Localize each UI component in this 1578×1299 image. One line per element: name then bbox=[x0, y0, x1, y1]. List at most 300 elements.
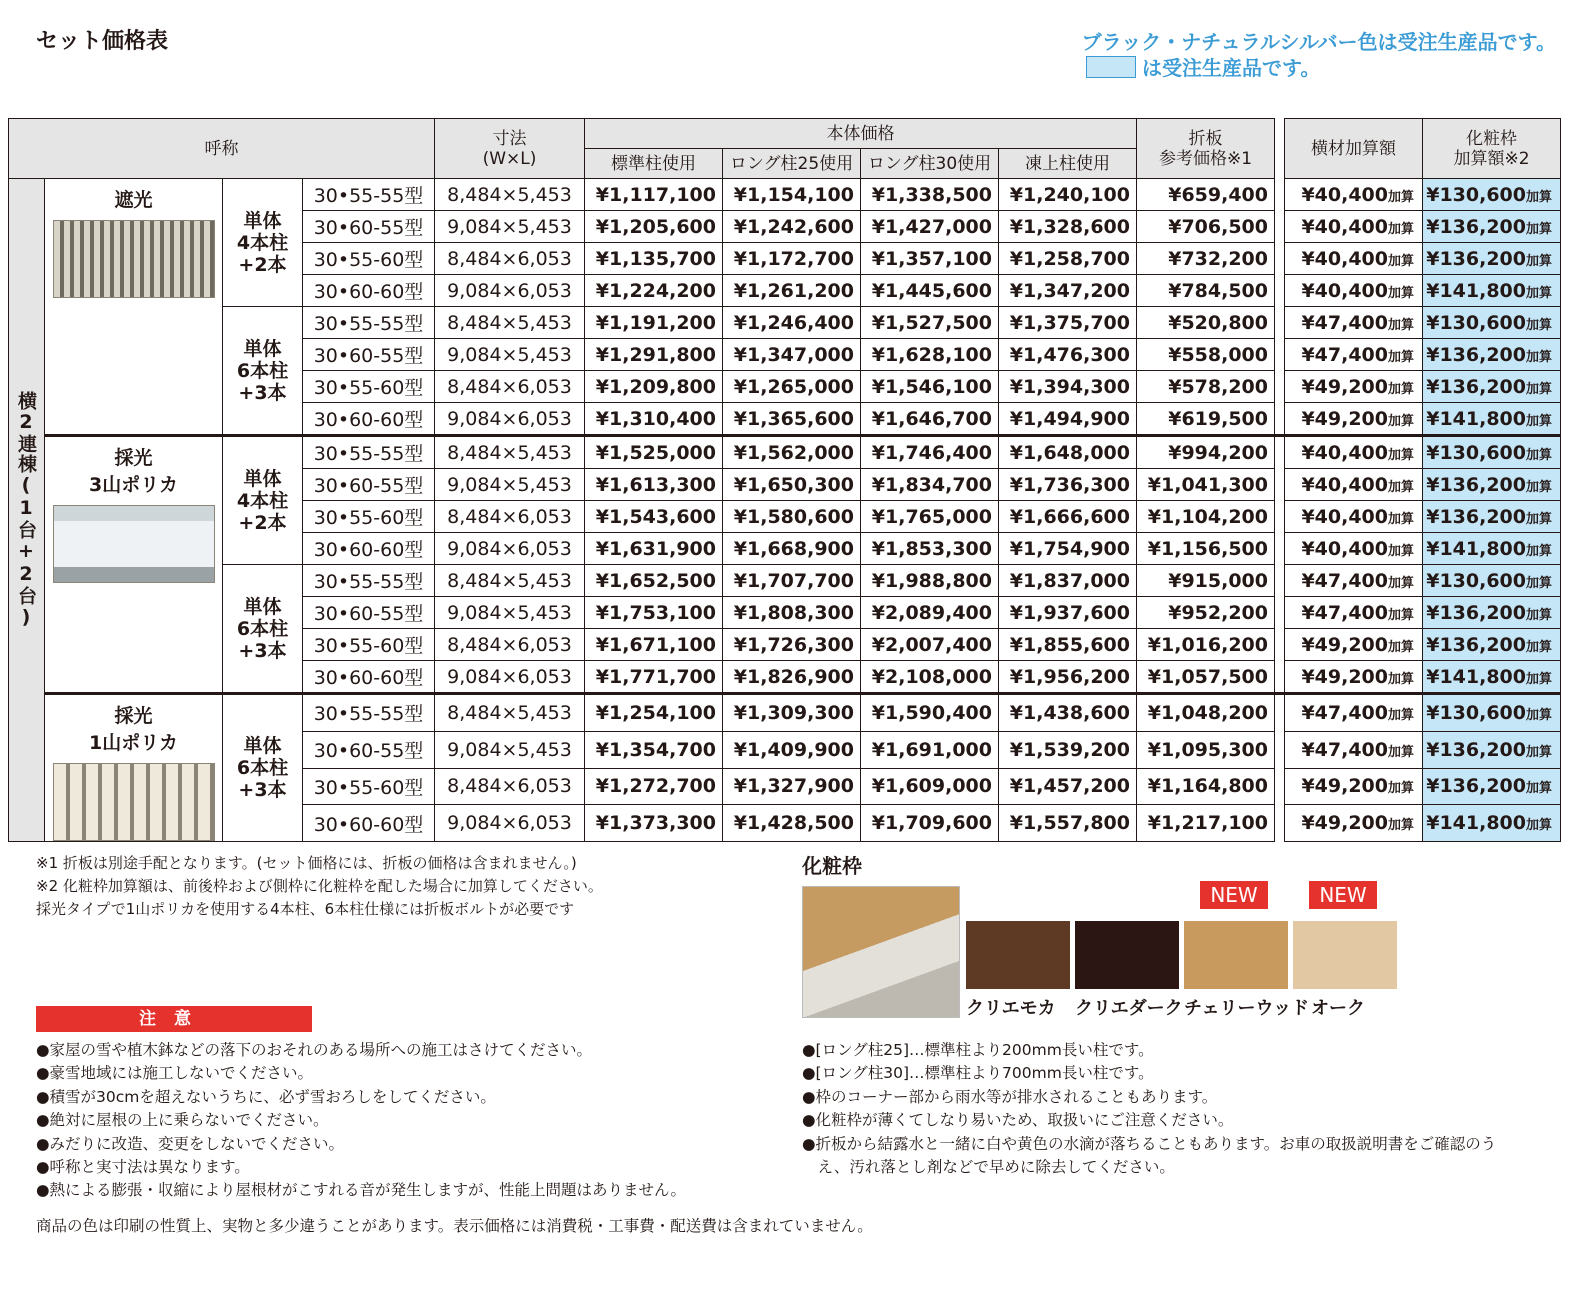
folded-price-cell: ¥1,048,200 bbox=[1137, 694, 1275, 732]
addon-value: ¥47,400 bbox=[1301, 569, 1388, 592]
deco-addon-cell bbox=[1423, 339, 1561, 371]
footnote-1: ※1 折板は別途手配となります。(セット価格には、折板の価格は含まれません。) bbox=[36, 854, 577, 872]
beam-addon-cell bbox=[1285, 339, 1423, 371]
std-price-cell: ¥1,354,700 bbox=[585, 731, 723, 768]
caution-title: 注意 bbox=[36, 1006, 312, 1032]
pillar-label: +2本 bbox=[238, 511, 287, 534]
caution-item: ●絶対に屋根の上に乗らないでください。 bbox=[36, 1111, 329, 1130]
size-cell: 9,084×5,453 bbox=[435, 211, 585, 243]
roof-type bbox=[45, 436, 223, 694]
folded-price-cell: ¥1,016,200 bbox=[1137, 629, 1275, 661]
addon-suffix: 加算 bbox=[1387, 575, 1414, 591]
std-price-cell: ¥1,373,300 bbox=[585, 805, 723, 842]
deco-notes bbox=[802, 1039, 1562, 1179]
model-cell: 30•60-55型 bbox=[303, 597, 435, 629]
folded-price-cell: ¥578,200 bbox=[1137, 371, 1275, 403]
deco-note: ●枠のコーナー部から雨水等が排水されることもあります。 bbox=[802, 1087, 1218, 1106]
addon-value: ¥136,200 bbox=[1426, 375, 1526, 398]
long30-price-cell: ¥1,765,000 bbox=[861, 501, 999, 533]
addon-value: ¥136,200 bbox=[1426, 601, 1526, 624]
made-to-order-legend bbox=[1086, 52, 1320, 81]
std-price-cell: ¥1,135,700 bbox=[585, 243, 723, 275]
new-badge: NEW bbox=[1309, 881, 1377, 909]
folded-price-cell: ¥619,500 bbox=[1137, 403, 1275, 436]
beam-addon-cell bbox=[1285, 629, 1423, 661]
folded-price-cell: ¥659,400 bbox=[1137, 179, 1275, 211]
frost-price-cell: ¥1,648,000 bbox=[999, 436, 1137, 469]
beam-addon-cell bbox=[1285, 371, 1423, 403]
frost-price-cell: ¥1,347,200 bbox=[999, 275, 1137, 307]
size-cell: 8,484×6,053 bbox=[435, 768, 585, 805]
frost-price-cell: ¥1,937,600 bbox=[999, 597, 1137, 629]
deco-addon-cell bbox=[1423, 805, 1561, 842]
color-swatch-label: クリエダーク bbox=[1075, 998, 1183, 1019]
long30-price-cell: ¥1,628,100 bbox=[861, 339, 999, 371]
column-gap bbox=[1275, 243, 1285, 275]
addon-suffix: 加算 bbox=[1387, 189, 1414, 205]
size-cell: 9,084×6,053 bbox=[435, 275, 585, 307]
pillar-label: 単体 bbox=[243, 209, 282, 232]
header-frost: 凍上柱使用 bbox=[999, 149, 1137, 179]
header-body-price: 本体価格 bbox=[585, 119, 1137, 149]
addon-value: ¥141,800 bbox=[1426, 279, 1526, 302]
addon-suffix: 加算 bbox=[1387, 285, 1414, 301]
model-cell: 30•60-60型 bbox=[303, 275, 435, 307]
new-badge: NEW bbox=[1200, 881, 1268, 909]
color-swatch bbox=[966, 921, 1070, 989]
frost-price-cell: ¥1,837,000 bbox=[999, 565, 1137, 597]
long30-price-cell: ¥1,546,100 bbox=[861, 371, 999, 403]
folded-price-cell: ¥1,156,500 bbox=[1137, 533, 1275, 565]
addon-value: ¥141,800 bbox=[1426, 537, 1526, 560]
long25-price-cell: ¥1,650,300 bbox=[723, 469, 861, 501]
addon-suffix: 加算 bbox=[1525, 639, 1552, 655]
addon-value: ¥49,200 bbox=[1301, 812, 1388, 835]
table-row bbox=[9, 436, 1561, 469]
deco-addon-cell bbox=[1423, 768, 1561, 805]
addon-value: ¥136,200 bbox=[1426, 738, 1526, 761]
column-gap bbox=[1275, 211, 1285, 243]
column-gap bbox=[1275, 403, 1285, 436]
model-cell: 30•55-55型 bbox=[303, 179, 435, 211]
std-price-cell: ¥1,771,700 bbox=[585, 661, 723, 694]
color-swatch-label: クリエモカ bbox=[966, 998, 1056, 1019]
frost-price-cell: ¥1,666,600 bbox=[999, 501, 1137, 533]
size-cell: 9,084×5,453 bbox=[435, 731, 585, 768]
long30-price-cell: ¥1,609,000 bbox=[861, 768, 999, 805]
long25-price-cell: ¥1,562,000 bbox=[723, 436, 861, 469]
page-title: セット価格表 bbox=[36, 29, 169, 54]
long30-price-cell: ¥1,338,500 bbox=[861, 179, 999, 211]
deco-frame-photo bbox=[802, 886, 960, 1018]
deco-addon-cell bbox=[1423, 533, 1561, 565]
beam-addon-cell bbox=[1285, 403, 1423, 436]
beam-addon-cell bbox=[1285, 731, 1423, 768]
column-gap bbox=[1275, 371, 1285, 403]
long30-price-cell: ¥1,646,700 bbox=[861, 403, 999, 436]
made-to-order-legend-text: は受注生産品です。 bbox=[1142, 56, 1321, 80]
pillar-label: +3本 bbox=[238, 381, 287, 404]
model-cell: 30•60-55型 bbox=[303, 211, 435, 243]
addon-suffix: 加算 bbox=[1525, 413, 1552, 429]
column-gap bbox=[1275, 768, 1285, 805]
size-cell: 9,084×5,453 bbox=[435, 469, 585, 501]
addon-value: ¥40,400 bbox=[1301, 537, 1388, 560]
long30-price-cell: ¥1,691,000 bbox=[861, 731, 999, 768]
frost-price-cell: ¥1,855,600 bbox=[999, 629, 1137, 661]
deco-addon-cell bbox=[1423, 629, 1561, 661]
addon-value: ¥47,400 bbox=[1301, 311, 1388, 334]
deco-addon-cell bbox=[1423, 307, 1561, 339]
addon-value: ¥136,200 bbox=[1426, 473, 1526, 496]
color-swatch-label: オーク bbox=[1311, 998, 1365, 1019]
made-to-order-note: ブラック・ナチュラルシルバー色は受注生産品です。 bbox=[1081, 30, 1556, 54]
model-cell: 30•55-60型 bbox=[303, 768, 435, 805]
pillar-label: 4本柱 bbox=[236, 231, 289, 254]
long30-price-cell: ¥1,709,600 bbox=[861, 805, 999, 842]
addon-suffix: 加算 bbox=[1525, 253, 1552, 269]
deco-addon-cell bbox=[1423, 469, 1561, 501]
made-to-order-swatch bbox=[1086, 56, 1136, 78]
folded-price-cell: ¥1,095,300 bbox=[1137, 731, 1275, 768]
column-gap bbox=[1275, 501, 1285, 533]
addon-value: ¥141,800 bbox=[1426, 812, 1526, 835]
model-cell: 30•55-60型 bbox=[303, 629, 435, 661]
beam-addon-cell bbox=[1285, 307, 1423, 339]
column-gap bbox=[1275, 629, 1285, 661]
header-long25: ロング柱25使用 bbox=[723, 149, 861, 179]
addon-value: ¥141,800 bbox=[1426, 665, 1526, 688]
beam-addon-cell bbox=[1285, 565, 1423, 597]
pillar-config bbox=[223, 307, 303, 436]
column-gap bbox=[1275, 731, 1285, 768]
frost-price-cell: ¥1,328,600 bbox=[999, 211, 1137, 243]
addon-suffix: 加算 bbox=[1525, 607, 1552, 623]
caution-item: ●家屋の雪や植木鉢などの落下のおそれのある場所への施工はさけてください。 bbox=[36, 1041, 593, 1059]
frost-price-cell: ¥1,375,700 bbox=[999, 307, 1137, 339]
roof-photo bbox=[53, 763, 215, 841]
addon-suffix: 加算 bbox=[1525, 285, 1552, 301]
deco-addon-cell bbox=[1423, 403, 1561, 436]
addon-suffix: 加算 bbox=[1387, 447, 1414, 463]
addon-suffix: 加算 bbox=[1525, 447, 1552, 463]
addon-value: ¥47,400 bbox=[1301, 343, 1388, 366]
size-cell: 8,484×5,453 bbox=[435, 694, 585, 732]
addon-suffix: 加算 bbox=[1387, 381, 1414, 397]
size-cell: 8,484×5,453 bbox=[435, 436, 585, 469]
addon-value: ¥136,200 bbox=[1426, 247, 1526, 270]
long30-price-cell: ¥1,834,700 bbox=[861, 469, 999, 501]
addon-suffix: 加算 bbox=[1387, 349, 1414, 365]
table-row bbox=[9, 565, 1561, 597]
addon-suffix: 加算 bbox=[1525, 511, 1552, 527]
long25-price-cell: ¥1,265,000 bbox=[723, 371, 861, 403]
folded-price-cell: ¥915,000 bbox=[1137, 565, 1275, 597]
folded-price-cell: ¥994,200 bbox=[1137, 436, 1275, 469]
addon-suffix: 加算 bbox=[1387, 707, 1414, 723]
roof-type bbox=[45, 179, 223, 436]
deco-addon-cell bbox=[1423, 565, 1561, 597]
long25-price-cell: ¥1,668,900 bbox=[723, 533, 861, 565]
long30-price-cell: ¥1,590,400 bbox=[861, 694, 999, 732]
column-gap bbox=[1275, 661, 1285, 694]
long25-price-cell: ¥1,246,400 bbox=[723, 307, 861, 339]
deco-frame-title: 化粧枠 bbox=[802, 854, 862, 878]
long25-price-cell: ¥1,707,700 bbox=[723, 565, 861, 597]
model-cell: 30•55-55型 bbox=[303, 436, 435, 469]
std-price-cell: ¥1,224,200 bbox=[585, 275, 723, 307]
std-price-cell: ¥1,753,100 bbox=[585, 597, 723, 629]
addon-suffix: 加算 bbox=[1387, 317, 1414, 333]
model-cell: 30•60-60型 bbox=[303, 661, 435, 694]
addon-value: ¥40,400 bbox=[1301, 215, 1388, 238]
size-cell: 8,484×5,453 bbox=[435, 307, 585, 339]
addon-suffix: 加算 bbox=[1525, 317, 1552, 333]
caution-item: ●みだりに改造、変更をしないでください。 bbox=[36, 1134, 345, 1153]
long25-price-cell: ¥1,808,300 bbox=[723, 597, 861, 629]
beam-addon-cell bbox=[1285, 768, 1423, 805]
addon-value: ¥40,400 bbox=[1301, 473, 1388, 496]
deco-note: え、汚れ落とし剤などで早めに除去してください。 bbox=[802, 1158, 1175, 1177]
color-swatch bbox=[1075, 921, 1179, 989]
column-gap bbox=[1275, 694, 1285, 732]
folded-price-cell: ¥784,500 bbox=[1137, 275, 1275, 307]
caution-list bbox=[36, 1039, 686, 1203]
roof-type-name: 遮光 bbox=[114, 189, 153, 211]
long30-price-cell: ¥1,746,400 bbox=[861, 436, 999, 469]
caution-item: ●豪雪地域には施工しないでください。 bbox=[36, 1064, 314, 1083]
frost-price-cell: ¥1,258,700 bbox=[999, 243, 1137, 275]
deco-addon-cell bbox=[1423, 243, 1561, 275]
std-price-cell: ¥1,631,900 bbox=[585, 533, 723, 565]
std-price-cell: ¥1,613,300 bbox=[585, 469, 723, 501]
frost-price-cell: ¥1,438,600 bbox=[999, 694, 1137, 732]
table-row bbox=[9, 179, 1561, 211]
deco-note: ●[ロング柱30]…標準柱より700mm長い柱です。 bbox=[802, 1064, 1154, 1083]
addon-value: ¥141,800 bbox=[1426, 407, 1526, 430]
deco-addon-cell bbox=[1423, 211, 1561, 243]
frost-price-cell: ¥1,457,200 bbox=[999, 768, 1137, 805]
beam-addon-cell bbox=[1285, 597, 1423, 629]
header-std: 標準柱使用 bbox=[585, 149, 723, 179]
long25-price-cell: ¥1,309,300 bbox=[723, 694, 861, 732]
folded-price-cell: ¥732,200 bbox=[1137, 243, 1275, 275]
column-gap bbox=[1275, 339, 1285, 371]
folded-price-cell: ¥558,000 bbox=[1137, 339, 1275, 371]
std-price-cell: ¥1,671,100 bbox=[585, 629, 723, 661]
pillar-label: 4本柱 bbox=[236, 489, 289, 512]
footnote-2: ※2 化粧枠加算額は、前後枠および側枠に化粧枠を配した場合に加算してください。 bbox=[36, 877, 603, 895]
addon-value: ¥136,200 bbox=[1426, 215, 1526, 238]
color-swatch-label: チェリーウッド bbox=[1184, 998, 1310, 1019]
addon-suffix: 加算 bbox=[1387, 818, 1414, 834]
size-cell: 8,484×6,053 bbox=[435, 371, 585, 403]
deco-addon-cell bbox=[1423, 275, 1561, 307]
folded-price-cell: ¥706,500 bbox=[1137, 211, 1275, 243]
size-cell: 8,484×6,053 bbox=[435, 501, 585, 533]
addon-value: ¥47,400 bbox=[1301, 601, 1388, 624]
long25-price-cell: ¥1,580,600 bbox=[723, 501, 861, 533]
deco-addon-cell bbox=[1423, 371, 1561, 403]
frost-price-cell: ¥1,557,800 bbox=[999, 805, 1137, 842]
addon-value: ¥130,600 bbox=[1426, 441, 1526, 464]
column-gap bbox=[1275, 275, 1285, 307]
header-folded: 折板 参考価格※1 bbox=[1137, 119, 1275, 179]
long25-price-cell: ¥1,826,900 bbox=[723, 661, 861, 694]
folded-price-cell: ¥952,200 bbox=[1137, 597, 1275, 629]
footnote-3: 採光タイプで1山ポリカを使用する4本柱、6本柱仕様には折板ボルトが必要です bbox=[36, 900, 575, 918]
caution-item: ●呼称と実寸法は異なります。 bbox=[36, 1158, 250, 1177]
color-swatch bbox=[1184, 921, 1288, 989]
header-deco: 化粧枠 加算額※2 bbox=[1423, 119, 1561, 179]
addon-suffix: 加算 bbox=[1387, 671, 1414, 687]
disclaimer: 商品の色は印刷の性質上、実物と多少違うことがあります。表示価格には消費税・工事費・配送費は含まれていません。 bbox=[36, 1217, 873, 1235]
std-price-cell: ¥1,205,600 bbox=[585, 211, 723, 243]
addon-suffix: 加算 bbox=[1525, 381, 1552, 397]
roof-type-name: 採光 bbox=[114, 705, 153, 727]
addon-value: ¥130,600 bbox=[1426, 183, 1526, 206]
long30-price-cell: ¥1,357,100 bbox=[861, 243, 999, 275]
std-price-cell: ¥1,191,200 bbox=[585, 307, 723, 339]
addon-suffix: 加算 bbox=[1525, 818, 1552, 834]
model-cell: 30•55-60型 bbox=[303, 243, 435, 275]
long25-price-cell: ¥1,726,300 bbox=[723, 629, 861, 661]
column-gap bbox=[1275, 597, 1285, 629]
roof-type-sub: 3山ポリカ bbox=[88, 474, 179, 496]
size-cell: 9,084×6,053 bbox=[435, 805, 585, 842]
long30-price-cell: ¥1,988,800 bbox=[861, 565, 999, 597]
deco-note: ●折板から結露水と一緒に白や黄色の水滴が落ちることもあります。お車の取扱説明書をご確認のう bbox=[802, 1134, 1497, 1153]
frost-price-cell: ¥1,956,200 bbox=[999, 661, 1137, 694]
size-cell: 9,084×5,453 bbox=[435, 597, 585, 629]
beam-addon-cell bbox=[1285, 179, 1423, 211]
deco-addon-cell bbox=[1423, 179, 1561, 211]
addon-suffix: 加算 bbox=[1387, 543, 1414, 559]
folded-price-cell: ¥520,800 bbox=[1137, 307, 1275, 339]
long25-price-cell: ¥1,242,600 bbox=[723, 211, 861, 243]
std-price-cell: ¥1,652,500 bbox=[585, 565, 723, 597]
deco-addon-cell bbox=[1423, 661, 1561, 694]
size-cell: 8,484×6,053 bbox=[435, 243, 585, 275]
header-name: 呼称 bbox=[9, 119, 435, 179]
long25-price-cell: ¥1,365,600 bbox=[723, 403, 861, 436]
header-beam: 横材加算額 bbox=[1285, 119, 1423, 179]
deco-note: ●[ロング柱25]…標準柱より200mm長い柱です。 bbox=[802, 1041, 1154, 1059]
size-cell: 9,084×6,053 bbox=[435, 661, 585, 694]
size-cell: 8,484×5,453 bbox=[435, 565, 585, 597]
addon-value: ¥130,600 bbox=[1426, 569, 1526, 592]
model-cell: 30•60-60型 bbox=[303, 533, 435, 565]
roof-photo bbox=[53, 505, 215, 583]
column-gap bbox=[1275, 307, 1285, 339]
addon-value: ¥49,200 bbox=[1301, 665, 1388, 688]
std-price-cell: ¥1,272,700 bbox=[585, 768, 723, 805]
addon-suffix: 加算 bbox=[1525, 707, 1552, 723]
std-price-cell: ¥1,117,100 bbox=[585, 179, 723, 211]
folded-price-cell: ¥1,217,100 bbox=[1137, 805, 1275, 842]
column-gap bbox=[1275, 565, 1285, 597]
addon-suffix: 加算 bbox=[1525, 479, 1552, 495]
table-row bbox=[9, 694, 1561, 732]
color-swatch bbox=[1293, 921, 1397, 989]
deco-addon-cell bbox=[1423, 731, 1561, 768]
addon-suffix: 加算 bbox=[1387, 744, 1414, 760]
addon-suffix: 加算 bbox=[1387, 221, 1414, 237]
beam-addon-cell bbox=[1285, 275, 1423, 307]
model-cell: 30•55-60型 bbox=[303, 501, 435, 533]
addon-suffix: 加算 bbox=[1525, 575, 1552, 591]
pillar-config bbox=[223, 565, 303, 694]
beam-addon-cell bbox=[1285, 436, 1423, 469]
folded-price-cell: ¥1,057,500 bbox=[1137, 661, 1275, 694]
addon-suffix: 加算 bbox=[1387, 607, 1414, 623]
long30-price-cell: ¥1,445,600 bbox=[861, 275, 999, 307]
std-price-cell: ¥1,543,600 bbox=[585, 501, 723, 533]
model-cell: 30•55-55型 bbox=[303, 565, 435, 597]
frost-price-cell: ¥1,754,900 bbox=[999, 533, 1137, 565]
roof-photo bbox=[53, 220, 215, 298]
pillar-label: +3本 bbox=[238, 779, 287, 801]
long25-price-cell: ¥1,172,700 bbox=[723, 243, 861, 275]
addon-value: ¥136,200 bbox=[1426, 775, 1526, 798]
pillar-label: 単体 bbox=[243, 595, 282, 618]
price-table bbox=[8, 118, 1561, 842]
column-gap bbox=[1275, 805, 1285, 842]
addon-value: ¥40,400 bbox=[1301, 441, 1388, 464]
pillar-label: +2本 bbox=[238, 253, 287, 276]
frost-price-cell: ¥1,736,300 bbox=[999, 469, 1137, 501]
addon-value: ¥47,400 bbox=[1301, 738, 1388, 761]
addon-suffix: 加算 bbox=[1387, 639, 1414, 655]
addon-suffix: 加算 bbox=[1525, 221, 1552, 237]
beam-addon-cell bbox=[1285, 533, 1423, 565]
std-price-cell: ¥1,310,400 bbox=[585, 403, 723, 436]
addon-value: ¥40,400 bbox=[1301, 247, 1388, 270]
size-cell: 8,484×5,453 bbox=[435, 179, 585, 211]
std-price-cell: ¥1,291,800 bbox=[585, 339, 723, 371]
addon-value: ¥49,200 bbox=[1301, 633, 1388, 656]
pillar-label: +3本 bbox=[238, 639, 287, 662]
caution-item: ●熱による膨張・収縮により屋根材がこすれる音が発生しますが、性能上問題はありません。 bbox=[36, 1181, 686, 1200]
roof-type-name: 採光 bbox=[114, 447, 153, 469]
addon-suffix: 加算 bbox=[1525, 744, 1552, 760]
addon-value: ¥40,400 bbox=[1301, 505, 1388, 528]
model-cell: 30•55-55型 bbox=[303, 694, 435, 732]
addon-suffix: 加算 bbox=[1387, 511, 1414, 527]
addon-suffix: 加算 bbox=[1525, 349, 1552, 365]
addon-value: ¥49,200 bbox=[1301, 375, 1388, 398]
header-long30: ロング柱30使用 bbox=[861, 149, 999, 179]
addon-value: ¥49,200 bbox=[1301, 407, 1388, 430]
addon-value: ¥130,600 bbox=[1426, 311, 1526, 334]
model-cell: 30•60-55型 bbox=[303, 339, 435, 371]
column-gap bbox=[1275, 469, 1285, 501]
column-gap bbox=[1275, 436, 1285, 469]
addon-value: ¥40,400 bbox=[1301, 279, 1388, 302]
beam-addon-cell bbox=[1285, 501, 1423, 533]
model-cell: 30•55-55型 bbox=[303, 307, 435, 339]
addon-value: ¥40,400 bbox=[1301, 183, 1388, 206]
addon-value: ¥49,200 bbox=[1301, 775, 1388, 798]
folded-price-cell: ¥1,041,300 bbox=[1137, 469, 1275, 501]
size-cell: 9,084×6,053 bbox=[435, 533, 585, 565]
addon-suffix: 加算 bbox=[1387, 413, 1414, 429]
header-gap bbox=[1275, 119, 1285, 179]
model-cell: 30•60-55型 bbox=[303, 731, 435, 768]
addon-suffix: 加算 bbox=[1387, 253, 1414, 269]
long25-price-cell: ¥1,154,100 bbox=[723, 179, 861, 211]
deco-note: ●化粧枠が薄くてしなり易いため、取扱いにご注意ください。 bbox=[802, 1111, 1234, 1130]
